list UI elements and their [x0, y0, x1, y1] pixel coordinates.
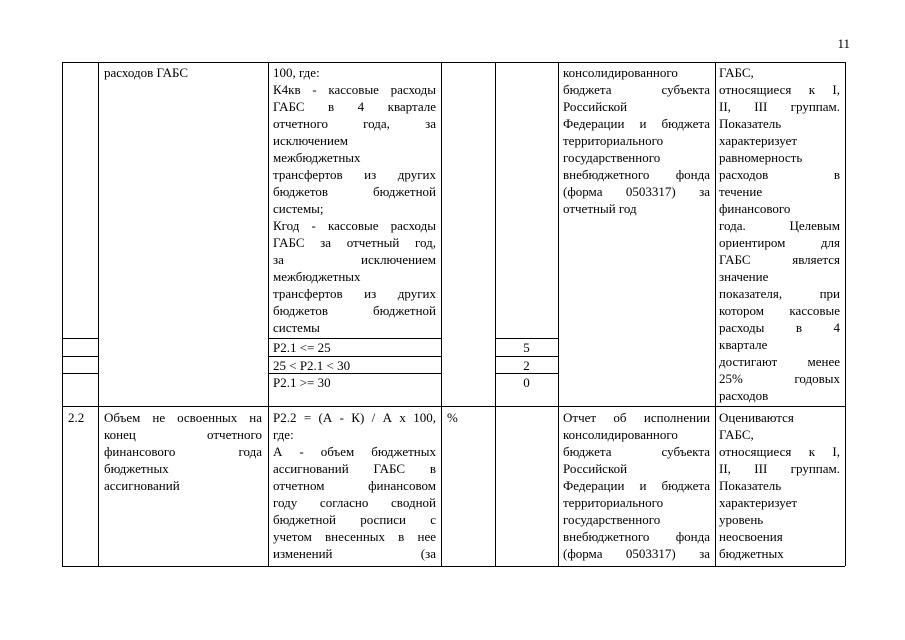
comment-line: ГАБС, — [719, 65, 754, 80]
score-cell — [495, 374, 558, 391]
indicator-name-line: бюджетных — [104, 461, 169, 476]
formula-line: системы; — [273, 201, 324, 216]
comment-line: относящиеся к I, — [719, 82, 840, 97]
formula-line: году согласно сводной — [273, 495, 436, 510]
source-line: Российской — [563, 99, 628, 114]
formula-line: бюджетов бюджетной — [273, 184, 436, 199]
table-border-right — [845, 62, 846, 566]
condition-text: 25 < Р2.1 < 30 — [273, 358, 351, 373]
formula-line: Кгод - кассовые расходы — [273, 218, 436, 233]
row-number-cell — [68, 409, 96, 426]
condition-text: Р2.1 >= 30 — [273, 375, 331, 390]
source-line: государственного — [563, 150, 661, 165]
formula-line: отчетном финансовом — [273, 478, 436, 493]
formula-cell — [273, 409, 436, 562]
formula-line: А - объем бюджетных — [273, 444, 436, 459]
formula-line: ГАБС в 4 квартале — [273, 99, 436, 114]
indicator-name-line: финансового года — [104, 444, 262, 459]
formula-line: межбюджетных — [273, 150, 361, 165]
comment-line: характеризует — [719, 133, 798, 148]
column-divider — [495, 62, 496, 566]
comment-line: квартале — [719, 337, 768, 352]
comment-line: ГАБС, — [719, 427, 754, 442]
score-cell — [495, 357, 558, 374]
row-divider — [62, 406, 845, 407]
comment-cell — [719, 409, 840, 562]
condition-cell — [273, 374, 436, 391]
formula-line: учетом внесенных в нее — [273, 529, 436, 544]
formula-line: отчетного года, за — [273, 116, 436, 131]
formula-line: трансфертов из других — [273, 286, 436, 301]
table-border-top — [62, 62, 845, 63]
column-divider — [98, 62, 99, 566]
condition-divider — [62, 373, 98, 374]
comment-line: 25% годовых — [719, 371, 840, 386]
source-line: Российской — [563, 461, 628, 476]
comment-line: котором кассовые — [719, 303, 840, 318]
source-cell — [563, 64, 710, 217]
comment-line: ориентиром для — [719, 235, 840, 250]
formula-line: трансфертов из других — [273, 167, 436, 182]
source-line: консолидированного — [563, 65, 678, 80]
comment-line: неосвоения — [719, 529, 783, 544]
formula-cell — [273, 64, 436, 336]
indicator-name-cell — [104, 409, 262, 494]
formula-line: системы — [273, 320, 320, 335]
source-line: внебюджетного фонда — [563, 529, 710, 544]
comment-line: Показатель — [719, 478, 782, 493]
condition-divider — [62, 338, 98, 339]
comment-line: II, III группам. — [719, 99, 840, 114]
comment-line: Оцениваются — [719, 410, 794, 425]
comment-line: расходов в — [719, 167, 840, 182]
column-divider — [268, 62, 269, 566]
comment-line: уровень — [719, 512, 764, 527]
source-cell — [563, 409, 710, 562]
formula-line: исключением — [273, 133, 348, 148]
comment-line: относящиеся к I, — [719, 444, 840, 459]
source-line: Федерации и бюджета — [563, 478, 710, 493]
formula-line: за исключением — [273, 252, 436, 267]
indicator-name-cell — [104, 64, 262, 81]
score-cell — [495, 339, 558, 356]
formula-line: бюджетов бюджетной — [273, 303, 436, 318]
score-value: 2 — [523, 358, 530, 373]
score-value: 0 — [523, 375, 530, 390]
page-number: 11 — [837, 36, 850, 51]
source-line: Федерации и бюджета — [563, 116, 710, 131]
comment-line: II, III группам. — [719, 461, 840, 476]
formula-line: где: — [273, 427, 294, 442]
formula-line: ассигнований ГАБС в — [273, 461, 436, 476]
source-line: Отчет об исполнении — [563, 410, 710, 425]
comment-line: характеризует — [719, 495, 798, 510]
table-border-bottom — [62, 566, 845, 567]
formula-line: бюджетной росписи с — [273, 512, 436, 527]
formula-line: Р2.2 = (А - К) / А х 100, — [273, 410, 436, 425]
comment-line: равномерность — [719, 150, 803, 165]
condition-text: Р2.1 <= 25 — [273, 340, 331, 355]
comment-line: показателя, при — [719, 286, 840, 301]
indicator-name-line: Объем не освоенных на — [104, 410, 262, 425]
source-line: (форма 0503317) за — [563, 184, 710, 199]
formula-line: К4кв - кассовые расходы — [273, 82, 436, 97]
condition-cell — [273, 357, 436, 374]
table-border-left — [62, 62, 63, 566]
comment-line: расходов — [719, 388, 769, 403]
comment-line: достигают менее — [719, 354, 840, 369]
comment-line: ГАБС является — [719, 252, 840, 267]
formula-line: изменений (за — [273, 546, 436, 561]
formula-line: 100, где: — [273, 65, 320, 80]
source-line: государственного — [563, 512, 661, 527]
comment-line: бюджетных — [719, 546, 784, 561]
condition-cell — [273, 339, 436, 356]
source-line: бюджета субъекта — [563, 82, 710, 97]
formula-line: межбюджетных — [273, 269, 361, 284]
comment-line: Показатель — [719, 116, 782, 131]
score-value: 5 — [523, 340, 530, 355]
source-line: отчетный год — [563, 201, 637, 216]
source-line: внебюджетного фонда — [563, 167, 710, 182]
column-divider — [441, 62, 442, 566]
formula-line: ГАБС за отчетный год, — [273, 235, 436, 250]
source-line: территориального — [563, 495, 664, 510]
row-number: 2.2 — [68, 410, 85, 425]
source-line: (форма 0503317) за — [563, 546, 710, 561]
source-line: консолидированного — [563, 427, 678, 442]
source-line: бюджета субъекта — [563, 444, 710, 459]
comment-line: значение — [719, 269, 769, 284]
comment-line: течение — [719, 184, 763, 199]
condition-divider — [62, 356, 98, 357]
indicator-name-line: конец отчетного — [104, 427, 262, 442]
comment-line: расходы в 4 — [719, 320, 840, 335]
comment-line: года. Целевым — [719, 218, 840, 233]
comment-cell — [719, 64, 840, 404]
unit-cell — [447, 409, 491, 426]
indicator-name-line: ассигнований — [104, 478, 180, 493]
source-line: территориального — [563, 133, 664, 148]
column-divider — [558, 62, 559, 566]
indicator-name: расходов ГАБС — [104, 65, 189, 80]
column-divider — [715, 62, 716, 566]
unit-value: % — [447, 410, 458, 425]
comment-line: финансового — [719, 201, 791, 216]
